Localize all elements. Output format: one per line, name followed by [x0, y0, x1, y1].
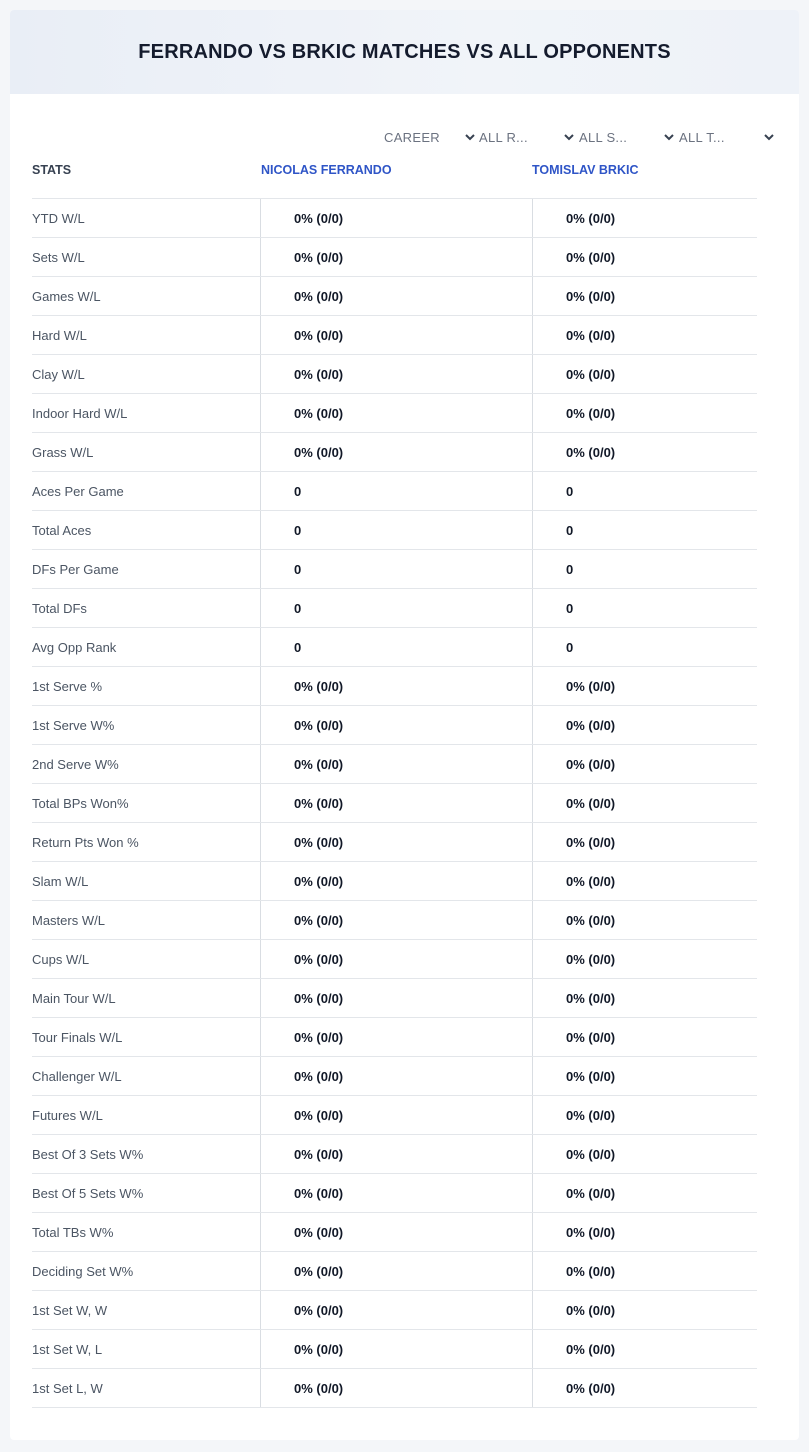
table-row	[32, 939, 757, 978]
stat-label: 1st Set L, W	[32, 1381, 103, 1396]
player1-value: 0% (0/0)	[294, 952, 344, 967]
player2-cell	[532, 979, 758, 1017]
stat-label: Slam W/L	[32, 874, 89, 889]
player2-cell	[532, 1018, 758, 1056]
table-row	[32, 588, 757, 627]
stat-label: 1st Serve %	[32, 679, 103, 694]
player2-value: 0% (0/0)	[566, 211, 616, 226]
player2-value: 0% (0/0)	[566, 1381, 616, 1396]
player1-value: 0% (0/0)	[294, 718, 344, 733]
player2-cell	[532, 550, 758, 588]
player2-cell	[532, 901, 758, 939]
stat-label: Grass W/L	[32, 445, 94, 460]
player1-cell	[260, 316, 533, 354]
player1-cell	[260, 394, 533, 432]
stat-label: Aces Per Game	[32, 484, 124, 499]
player1-cell	[260, 628, 533, 666]
player1-value: 0	[294, 562, 302, 577]
player1-value: 0	[294, 523, 302, 538]
chevron-down-icon	[563, 131, 575, 143]
player2-cell	[532, 1291, 758, 1329]
player2-cell	[532, 433, 758, 471]
player2-cell	[532, 823, 758, 861]
player1-value: 0% (0/0)	[294, 835, 344, 850]
stat-label: Main Tour W/L	[32, 991, 116, 1006]
stat-label: 1st Serve W%	[32, 718, 115, 733]
player1-value: 0% (0/0)	[294, 211, 344, 226]
player1-value: 0% (0/0)	[294, 679, 344, 694]
surface-filter-label: ALL S...	[579, 129, 628, 145]
stat-label: 2nd Serve W%	[32, 757, 119, 772]
player2-value: 0% (0/0)	[566, 1225, 616, 1240]
chevron-down-icon	[763, 131, 775, 143]
player2-value: 0	[566, 640, 574, 655]
player1-value: 0% (0/0)	[294, 328, 344, 343]
player1-value: 0% (0/0)	[294, 796, 344, 811]
player1-cell	[260, 1369, 533, 1407]
player2-cell	[532, 589, 758, 627]
stat-label: Masters W/L	[32, 913, 105, 928]
player1-value: 0% (0/0)	[294, 1264, 344, 1279]
player1-value: 0% (0/0)	[294, 1342, 344, 1357]
stat-label: Clay W/L	[32, 367, 85, 382]
table-row	[32, 1017, 757, 1056]
player1-value: 0% (0/0)	[294, 1147, 344, 1162]
player1-cell	[260, 979, 533, 1017]
table-header	[32, 160, 757, 198]
player1-value: 0% (0/0)	[294, 445, 344, 460]
player1-link[interactable]: NICOLAS FERRANDO	[261, 163, 392, 177]
player1-value: 0% (0/0)	[294, 1303, 344, 1318]
player1-value: 0% (0/0)	[294, 1225, 344, 1240]
player2-value: 0% (0/0)	[566, 874, 616, 889]
table-row	[32, 237, 757, 276]
player2-cell	[532, 1096, 758, 1134]
player2-value: 0% (0/0)	[566, 250, 616, 265]
player1-value: 0% (0/0)	[294, 1186, 344, 1201]
table-row	[32, 471, 757, 510]
player2-value: 0% (0/0)	[566, 796, 616, 811]
player2-cell	[532, 784, 758, 822]
stat-label: 1st Set W, W	[32, 1303, 108, 1318]
player2-value: 0% (0/0)	[566, 835, 616, 850]
player1-value: 0% (0/0)	[294, 874, 344, 889]
player2-value: 0% (0/0)	[566, 1030, 616, 1045]
table-row	[32, 1290, 757, 1329]
stat-label: Total Aces	[32, 523, 92, 538]
stat-label: DFs Per Game	[32, 562, 119, 577]
tour-filter-label: ALL T...	[679, 129, 725, 145]
stat-label: Total DFs	[32, 601, 87, 616]
stat-label: Games W/L	[32, 289, 101, 304]
player2-value: 0% (0/0)	[566, 367, 616, 382]
player1-cell	[260, 667, 533, 705]
stat-label: Tour Finals W/L	[32, 1030, 123, 1045]
player2-value: 0	[566, 601, 574, 616]
stat-label: Futures W/L	[32, 1108, 103, 1123]
stat-label: Total TBs W%	[32, 1225, 114, 1240]
player2-value: 0% (0/0)	[566, 757, 616, 772]
stats-table	[32, 198, 757, 1408]
table-row	[32, 1095, 757, 1134]
surface-filter[interactable]	[579, 126, 675, 148]
table-row	[32, 198, 757, 237]
table-row	[32, 1134, 757, 1173]
player1-value: 0	[294, 484, 302, 499]
player2-value: 0% (0/0)	[566, 328, 616, 343]
round-filter-label: ALL R...	[479, 129, 528, 145]
player2-link[interactable]: TOMISLAV BRKIC	[532, 163, 639, 177]
stat-label: Deciding Set W%	[32, 1264, 134, 1279]
player2-cell	[532, 706, 758, 744]
player1-value: 0% (0/0)	[294, 991, 344, 1006]
stat-label: YTD W/L	[32, 211, 85, 226]
stat-label: Return Pts Won %	[32, 835, 139, 850]
player1-cell	[260, 1057, 533, 1095]
player2-value: 0% (0/0)	[566, 1108, 616, 1123]
player2-value: 0% (0/0)	[566, 1069, 616, 1084]
player2-value: 0	[566, 484, 574, 499]
table-row	[32, 666, 757, 705]
table-row	[32, 861, 757, 900]
player1-value: 0% (0/0)	[294, 1108, 344, 1123]
player2-value: 0% (0/0)	[566, 406, 616, 421]
table-row	[32, 276, 757, 315]
table-row	[32, 549, 757, 588]
player2-value: 0% (0/0)	[566, 1303, 616, 1318]
player2-value: 0% (0/0)	[566, 1186, 616, 1201]
player2-cell	[532, 1252, 758, 1290]
player2-cell	[532, 511, 758, 549]
player1-cell	[260, 1135, 533, 1173]
table-row	[32, 1173, 757, 1212]
player1-cell	[260, 784, 533, 822]
player1-cell	[260, 550, 533, 588]
table-row	[32, 1212, 757, 1251]
player2-cell	[532, 940, 758, 978]
round-filter[interactable]	[479, 126, 575, 148]
player2-cell	[532, 316, 758, 354]
stat-label: Best Of 5 Sets W%	[32, 1186, 144, 1201]
card-header	[10, 10, 799, 94]
stat-label: Avg Opp Rank	[32, 640, 117, 655]
player2-value: 0% (0/0)	[566, 718, 616, 733]
stat-label: Hard W/L	[32, 328, 87, 343]
player2-value: 0% (0/0)	[566, 952, 616, 967]
player1-value: 0% (0/0)	[294, 1030, 344, 1045]
player2-value: 0% (0/0)	[566, 679, 616, 694]
table-row	[32, 1329, 757, 1368]
period-filter[interactable]	[384, 126, 476, 148]
player2-cell	[532, 667, 758, 705]
player1-cell	[260, 1018, 533, 1056]
player1-value: 0% (0/0)	[294, 1381, 344, 1396]
player2-cell	[532, 745, 758, 783]
table-row	[32, 744, 757, 783]
player1-cell	[260, 277, 533, 315]
stat-label: Indoor Hard W/L	[32, 406, 128, 421]
player2-cell	[532, 862, 758, 900]
player2-value: 0% (0/0)	[566, 1147, 616, 1162]
player1-value: 0% (0/0)	[294, 913, 344, 928]
player2-value: 0% (0/0)	[566, 289, 616, 304]
chevron-down-icon	[663, 131, 675, 143]
player2-cell	[532, 1369, 758, 1407]
stat-label: Sets W/L	[32, 250, 85, 265]
stat-label: Total BPs Won%	[32, 796, 129, 811]
table-row	[32, 978, 757, 1017]
tour-filter[interactable]	[679, 126, 775, 148]
player2-cell	[532, 277, 758, 315]
player2-cell	[532, 1057, 758, 1095]
table-row	[32, 627, 757, 666]
table-row	[32, 393, 757, 432]
filter-bar	[380, 126, 780, 148]
stat-label: 1st Set W, L	[32, 1342, 103, 1357]
player2-value: 0% (0/0)	[566, 913, 616, 928]
player2-cell	[532, 238, 758, 276]
stats-column-header: STATS	[32, 163, 72, 177]
player1-value: 0% (0/0)	[294, 367, 344, 382]
table-row	[32, 1368, 757, 1408]
player1-cell	[260, 706, 533, 744]
player2-value: 0	[566, 562, 574, 577]
table-row	[32, 705, 757, 744]
player1-value: 0% (0/0)	[294, 289, 344, 304]
player2-cell	[532, 1174, 758, 1212]
player1-cell	[260, 238, 533, 276]
player1-cell	[260, 199, 533, 237]
player1-cell	[260, 745, 533, 783]
player2-cell	[532, 355, 758, 393]
player1-cell	[260, 862, 533, 900]
chevron-down-icon	[464, 131, 476, 143]
player2-value: 0% (0/0)	[566, 1264, 616, 1279]
table-row	[32, 432, 757, 471]
player1-value: 0% (0/0)	[294, 250, 344, 265]
table-row	[32, 315, 757, 354]
table-row	[32, 783, 757, 822]
table-row	[32, 354, 757, 393]
player1-cell	[260, 1330, 533, 1368]
page-title: FERRANDO VS BRKIC MATCHES VS ALL OPPONENTS	[138, 40, 671, 63]
player1-cell	[260, 1096, 533, 1134]
player2-cell	[532, 628, 758, 666]
stat-label: Cups W/L	[32, 952, 90, 967]
player2-value: 0% (0/0)	[566, 991, 616, 1006]
player1-value: 0	[294, 640, 302, 655]
player2-value: 0% (0/0)	[566, 1342, 616, 1357]
player1-value: 0% (0/0)	[294, 1069, 344, 1084]
player2-cell	[532, 1135, 758, 1173]
player1-value: 0% (0/0)	[294, 757, 344, 772]
table-row	[32, 822, 757, 861]
player2-cell	[532, 1330, 758, 1368]
player1-cell	[260, 511, 533, 549]
player1-cell	[260, 823, 533, 861]
player2-value: 0	[566, 523, 574, 538]
stat-label: Best Of 3 Sets W%	[32, 1147, 144, 1162]
player2-cell	[532, 394, 758, 432]
player2-value: 0% (0/0)	[566, 445, 616, 460]
player2-cell	[532, 199, 758, 237]
player2-cell	[532, 1213, 758, 1251]
player1-cell	[260, 1291, 533, 1329]
player1-cell	[260, 589, 533, 627]
player1-cell	[260, 1252, 533, 1290]
player1-cell	[260, 472, 533, 510]
player1-value: 0% (0/0)	[294, 406, 344, 421]
table-row	[32, 1251, 757, 1290]
player1-cell	[260, 940, 533, 978]
player1-cell	[260, 1174, 533, 1212]
player1-cell	[260, 1213, 533, 1251]
player1-value: 0	[294, 601, 302, 616]
period-filter-label: CAREER	[384, 129, 440, 145]
player1-cell	[260, 355, 533, 393]
player1-cell	[260, 433, 533, 471]
stat-label: Challenger W/L	[32, 1069, 122, 1084]
player1-cell	[260, 901, 533, 939]
table-row	[32, 510, 757, 549]
player2-cell	[532, 472, 758, 510]
table-row	[32, 1056, 757, 1095]
table-row	[32, 900, 757, 939]
